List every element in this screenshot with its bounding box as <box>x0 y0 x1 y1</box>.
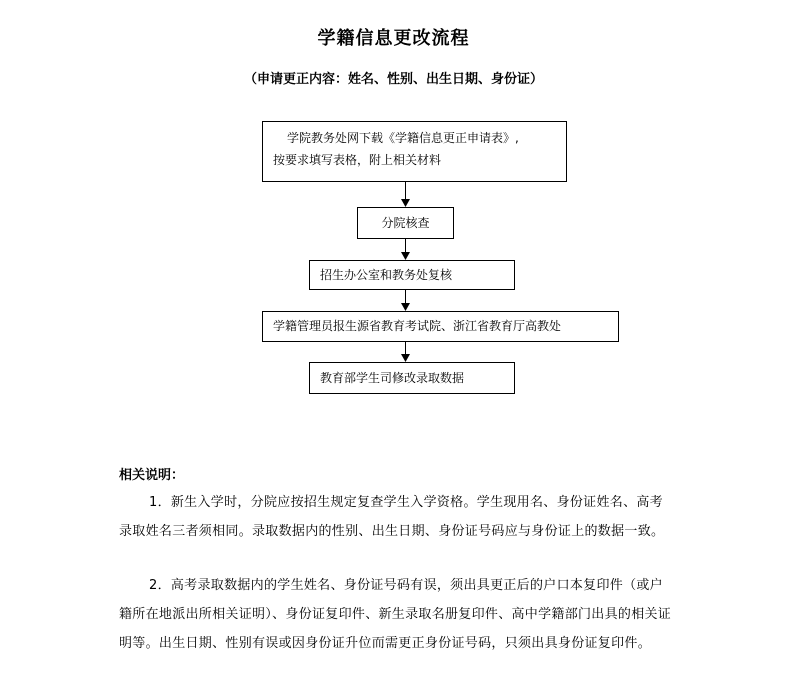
arrow-4-to-5 <box>401 342 410 362</box>
flow-step-text: 按要求填写表格，附上相关材料 <box>273 153 442 167</box>
notes-heading: 相关说明： <box>119 468 185 483</box>
flow-step-text: 学籍管理员报生源省教育考试院、浙江省教育厅高教处 <box>273 319 562 333</box>
note-paragraph: 2．高考录取数据内的学生姓名、身份证号码有误，须出具更正后的户口本复印件（或户籍所在地派出所相关证明）、身份证复印件、新生录取名册复印件、高中学籍部门出具的相关证明等。出生日期、性别有误或因身份证升位而需更正身份证号码，只须出具身份证复印件。 <box>119 578 672 651</box>
page-subtitle: （申请更正内容：姓名、性别、出生日期、身份证） <box>243 72 543 87</box>
flow-step-text: 分院核查 <box>381 216 430 230</box>
arrow-1-to-2 <box>401 182 410 207</box>
note-paragraph: 1．新生入学时，分院应按招生规定复查学生入学资格。学生现用名、身份证姓名、高考录取姓名三者须相同。录取数据内的性别、出生日期、身份证号码应与身份证上的数据一致。 <box>119 495 665 539</box>
flow-step-text: 招生办公室和教务处复核 <box>320 268 453 282</box>
flow-step-text: 教育部学生司修改录取数据 <box>320 371 465 385</box>
arrow-2-to-3 <box>401 239 410 260</box>
page-title: 学籍信息更改流程 <box>317 28 470 49</box>
arrow-3-to-4 <box>401 290 410 311</box>
flow-step-text: 学院教务处网下载《学籍信息更正申请表》, <box>287 131 519 145</box>
